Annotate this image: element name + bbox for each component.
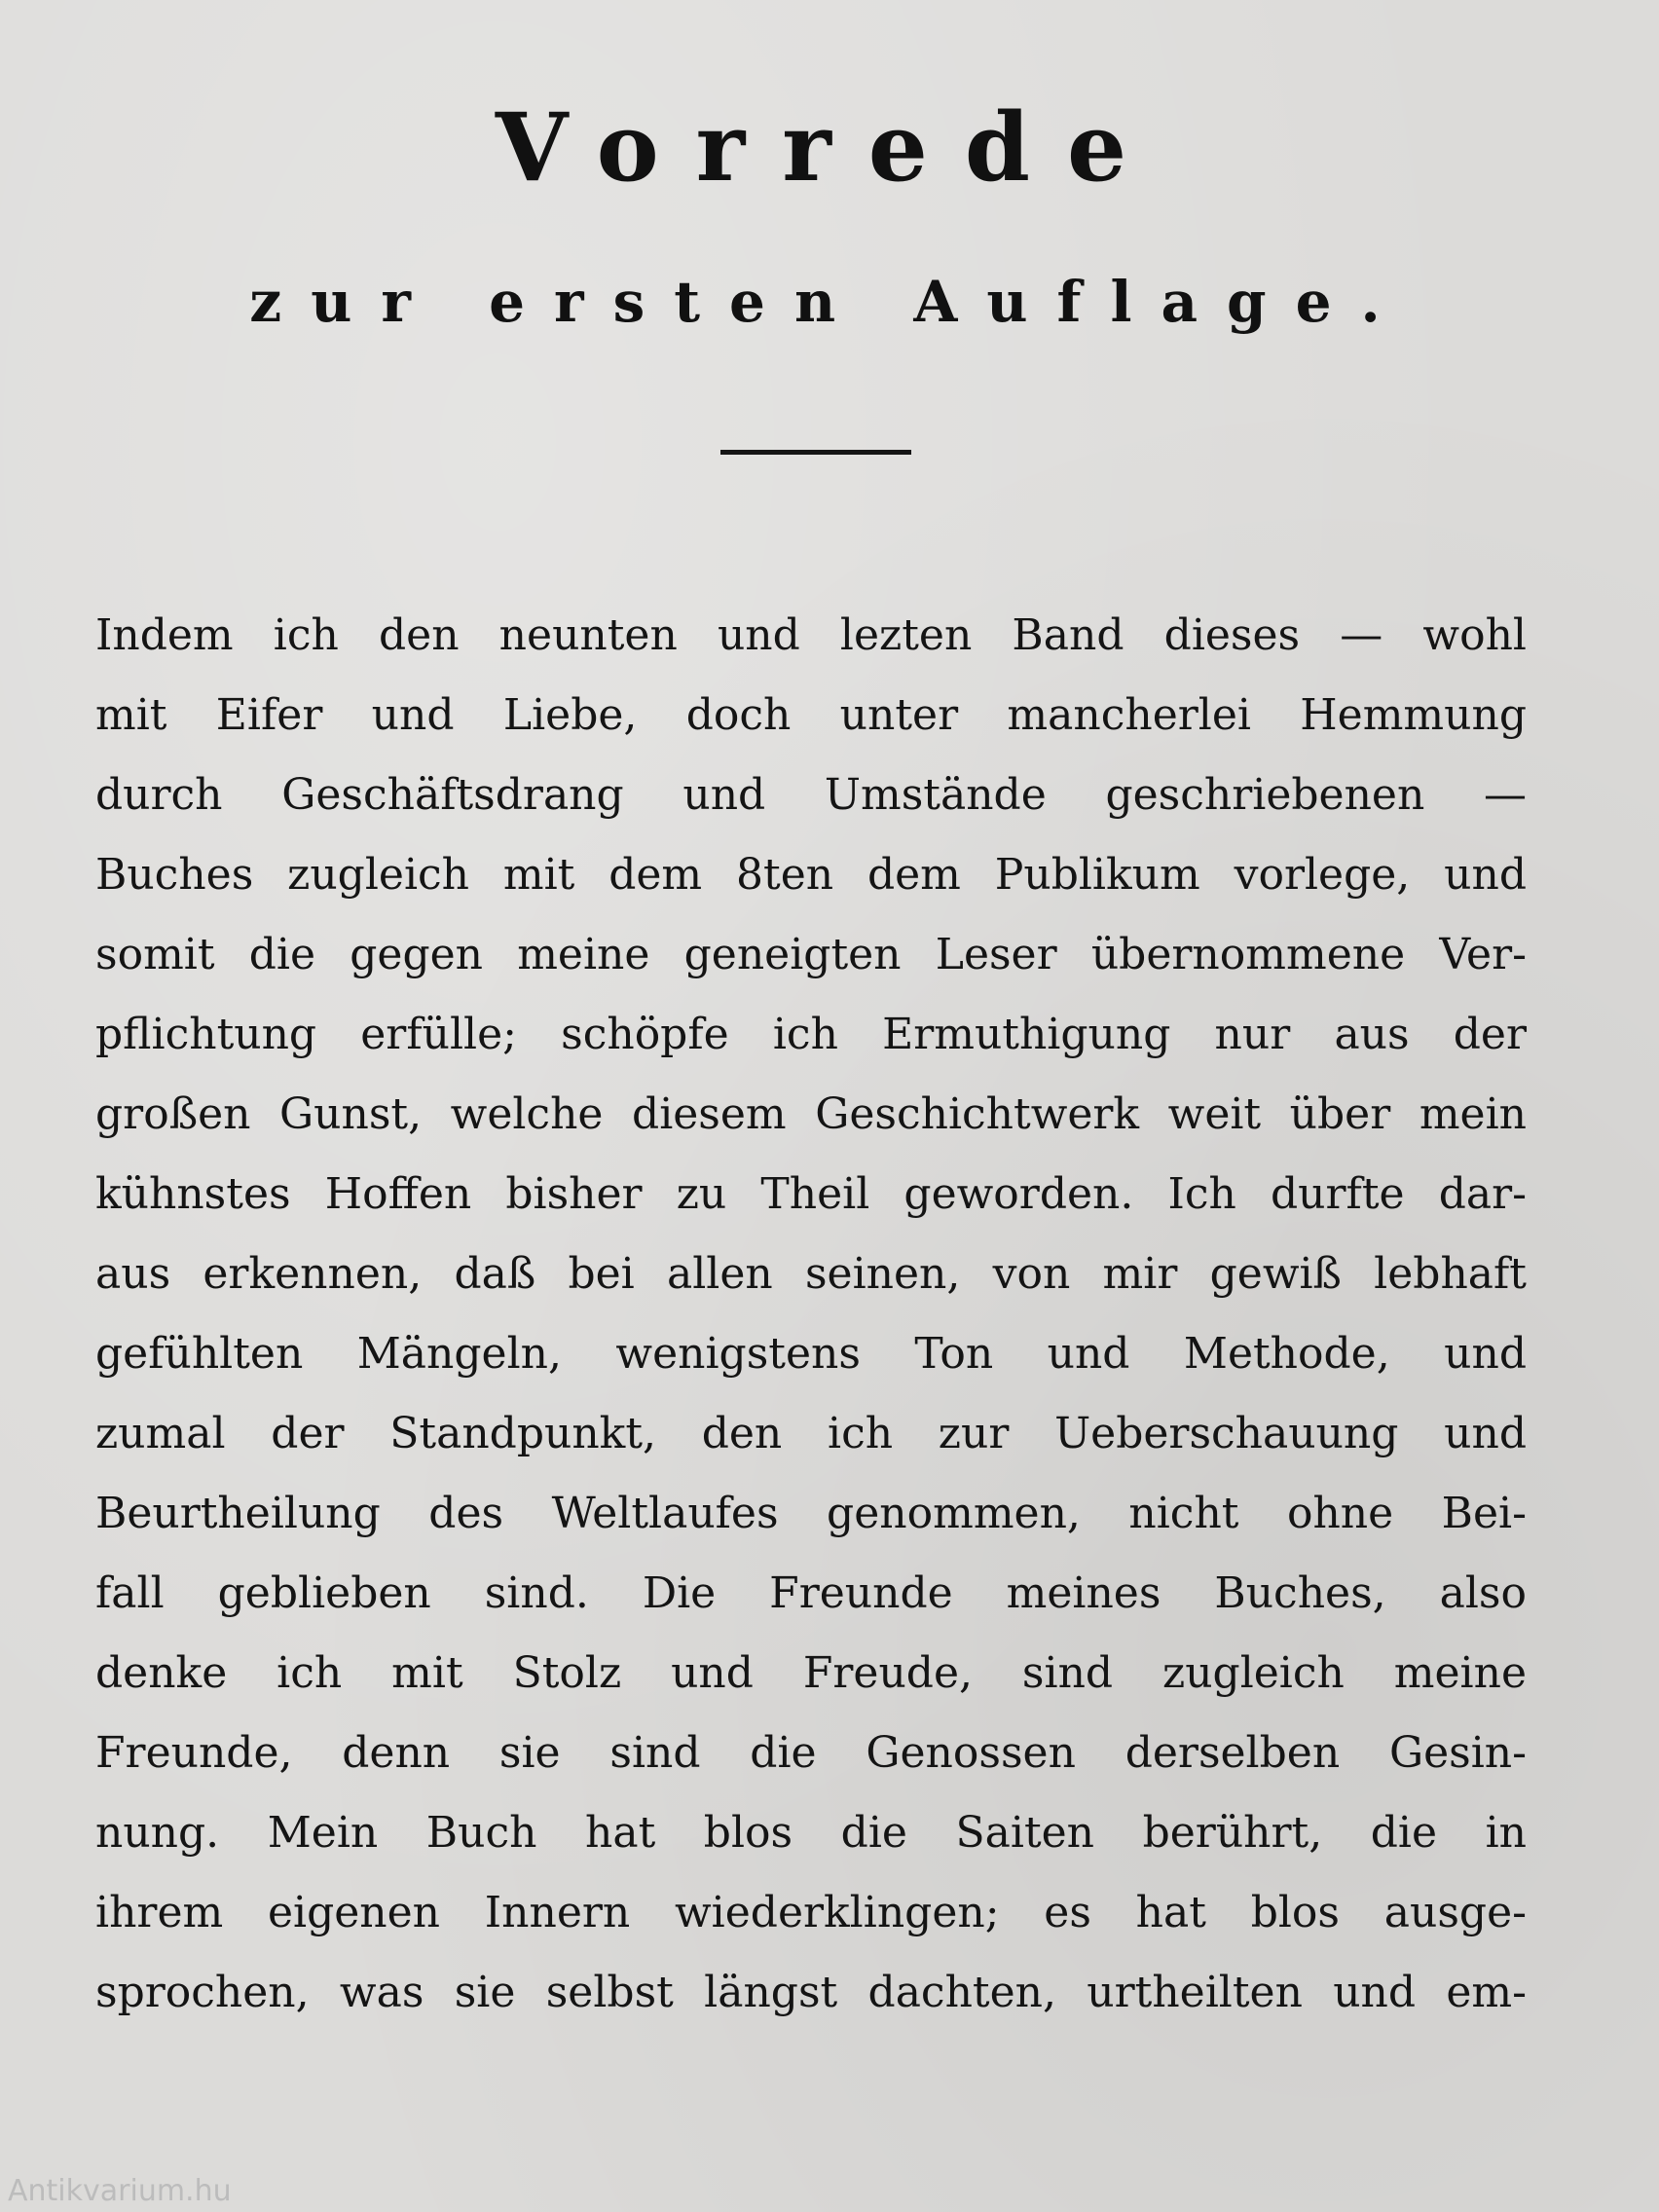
divider-rule xyxy=(720,450,911,455)
text-line: Indem ich den neunten und lezten Band dieses — wohl xyxy=(95,610,1527,660)
page-subtitle: zur ersten Auflage. xyxy=(249,269,1410,335)
text-line: nung. Mein Buch hat blos die Saiten berührt, die in xyxy=(95,1808,1527,1858)
text-line: aus erkennen, daß bei allen seinen, von mir gewiß lebhaft xyxy=(95,1249,1527,1299)
text-line: großen Gunst, welche diesem Geschichtwerk weit über mein xyxy=(95,1089,1527,1139)
text-line: mit Eifer und Liebe, doch unter mancherlei Hemmung xyxy=(95,690,1527,740)
text-line: denke ich mit Stolz und Freude, sind zugleich meine xyxy=(95,1648,1527,1698)
text-line: zumal der Standpunkt, den ich zur Ueberschauung und xyxy=(95,1409,1527,1458)
page-title: Vorrede xyxy=(495,92,1164,203)
text-line: Beurtheilung des Weltlaufes genommen, nicht ohne Bei- xyxy=(95,1489,1527,1538)
text-line: Buches zugleich mit dem 8ten dem Publikum vorlege, und xyxy=(95,850,1527,900)
body-text xyxy=(95,596,1527,2033)
text-line: kühnstes Hoffen bisher zu Theil geworden. Ich durfte dar- xyxy=(95,1169,1527,1219)
text-line: durch Geschäftsdrang und Umstände geschriebenen — xyxy=(95,770,1527,820)
text-line: Freunde, denn sie sind die Genossen derselben Gesin- xyxy=(95,1728,1527,1778)
watermark-text: Antikvarium.hu xyxy=(8,2174,232,2208)
text-line: sprochen, was sie selbst längst dachten, urtheilten und em- xyxy=(95,1968,1527,2017)
text-line: ihrem eigenen Innern wiederklingen; es hat blos ausge- xyxy=(95,1888,1527,1937)
text-line: pflichtung erfülle; schöpfe ich Ermuthigung nur aus der xyxy=(95,1010,1527,1059)
text-line: somit die gegen meine geneigten Leser übernommene Ver- xyxy=(95,930,1527,979)
text-line: fall geblieben sind. Die Freunde meines Buches, also xyxy=(95,1568,1527,1618)
text-line: gefühlten Mängeln, wenigstens Ton und Methode, und xyxy=(95,1329,1527,1379)
